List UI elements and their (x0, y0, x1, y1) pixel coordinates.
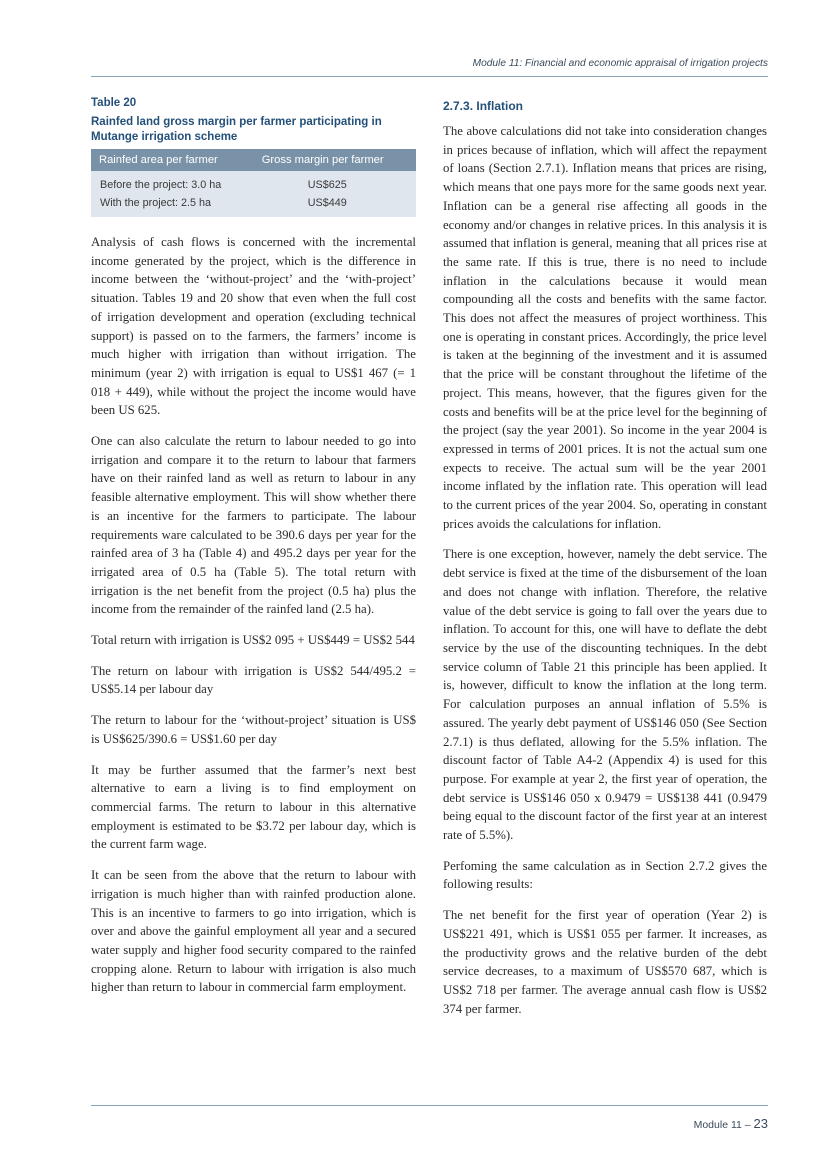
page-footer (694, 1116, 768, 1131)
paragraph: Total return with irrigation is US$2 095 + US$449 = US$2 544 (91, 633, 415, 648)
paragraph: The above calculations did not take into consideration changes in prices because of inflation, which will affect the repayment of loans (Section 2.7.1). Inflation means that prices are rising, which means that one pays more for the same goods next year. Inflation can be a general rise affecting all goods in the economy and/or changes in relative prices. In this analysis it is assumed that inflation is general, meaning that all prices rise at the same rate. If this is true, there is no need to include inflation in the calculations because it would mean compounding all the costs and benefits with the same factor. This does not affect the measures of project worthiness. This one is operating in constant prices. Accordingly, the price level is taken at the beginning of the investment and it is assumed that the price will be constant throughout the lifetime of the project. This means, however, that the figures given for the costs and benefits will be at the price level for the beginning of the project (say the year 2001). So income in the year 2004 is expressed in terms of 2001 prices. It is not the actual sum one expects to receive. The actual sum will be the year 2001 income inflated by the inflation rate. This operation will lead to the current prices of the year 2004. So, operating in constant prices avoids the calculations for inflation. (443, 124, 767, 531)
table-cell: US$449 (307, 197, 347, 209)
paragraph: It can be seen from the above that the return to labour with irrigation is much higher than with rainfed production alone. This is an incentive to farmers to go into irrigation, which is over and above the gainful employment all year and a secured water supply and higher food security compared to the rainfed cropping alone. Return to labour with irrigation is also much higher than return to labour in commercial farm employment. (91, 868, 416, 995)
running-header: Module 11: Financial and economic appraisal of irrigation projects (472, 58, 768, 69)
table-cell: US$625 (307, 179, 347, 191)
table-row (91, 176, 416, 194)
section-heading: 2.7.3. Inflation (443, 99, 524, 113)
table-row (91, 194, 416, 212)
column-header: Gross margin per farmer (254, 149, 416, 171)
gross-margin-table (91, 149, 416, 217)
header-rule (91, 76, 768, 77)
paragraph: The return to labour for the ‘without-project’ situation is US$ is US$625/390.6 = US$1.60 per day (91, 713, 416, 746)
table-caption: Rainfed land gross margin per farmer participating in Mutange irrigation scheme (91, 116, 382, 143)
page-number: 23 (753, 1116, 768, 1131)
table-number: Table 20 (91, 97, 137, 109)
footer-module-label: Module 11 – (693, 1119, 751, 1131)
table-cell: Before the project: 3.0 ha (100, 179, 222, 191)
paragraph: The return on labour with irrigation is US$2 544/495.2 = US$5.14 per labour day (91, 663, 416, 697)
paragraph: Analysis of cash flows is concerned with the incremental income generated by the project, which is the difference in income between the ‘without-project’ and the ‘with-project’ situation. Tables 19 and 20 show that even when the full cost of irrigation development and operation (excluding technical support) is passed on to the farmers, the farmers’ income is much higher with irrigation than without irrigation. The minimum (year 2) with irrigation is equal to US$1 467 (= 1 018 + 449), while without the project the income would have been US 625. (91, 235, 416, 418)
table-header-row (91, 149, 416, 171)
paragraph: The net benefit for the first year of operation (Year 2) is US$221 491, which is US$1 055 per farmer. It increases, as the productivity grows and the relative burden of the debt service decreases, to a maximum of US$570 687, which is US$2 718 per farmer. The average annual cash flow is US$2 374 per farmer. (443, 908, 767, 1016)
column-header: Rainfed area per farmer (91, 149, 254, 171)
paragraph: One can also calculate the return to labour needed to go into irrigation and compare it to the return to labour that farmers have on their rainfed land as well as return to labour in any feasible alternative employment. This will show whether there is an incentive for the farmers to participate. The labour requirements ware calculated to be 390.6 days per year for the rainfed area of 3 ha (Table 4) and 495.2 days per year for the irrigated area of 0.5 ha (Table 5). The total return with irrigation is the net benefit from the project (0.5 ha) plus the income from the remainder of the rainfed land (2.5 ha). (91, 434, 416, 617)
paragraph: There is one exception, however, namely the debt service. The debt service is fixed at the time of the disbursement of the loan and does not change with inflation. Therefore, the relative value of the debt service is going to fall over the years due to inflation. To account for this, one will have to deflate the debt service by the use of the discounting techniques. In the debt service column of Table 21 this principle has been applied. It is, however, difficult to know the inflation at the long term. For calculation purposes an annual inflation of 5.5% is assured. The yearly debt payment of US$146 050 (See Section 2.7.1) is thus deflated, allowing for the 5.5% inflation. The discount factor of Table A4-2 (Appendix 4) is used for this purpose. For example at year 2, the first year of operation, the debt service is US$146 050 x 0.9479 = US$138 441 (0.9479 being equal to the discount factor of the first year at an interest rate of 5.5%). (443, 547, 767, 843)
right-column (443, 96, 767, 1030)
paragraph: It may be further assumed that the farmer’s next best alternative to earn a living is to find employment on commercial farms. The return to labour in this alternative employment is estimated to be $3.72 per labour day, which is the current farm wage. (91, 762, 416, 852)
table-cell: With the project: 2.5 ha (100, 197, 212, 209)
left-column (91, 96, 416, 1009)
paragraph: Perfoming the same calculation as in Section 2.7.2 gives the following results: (443, 858, 767, 892)
footer-rule (91, 1105, 768, 1106)
